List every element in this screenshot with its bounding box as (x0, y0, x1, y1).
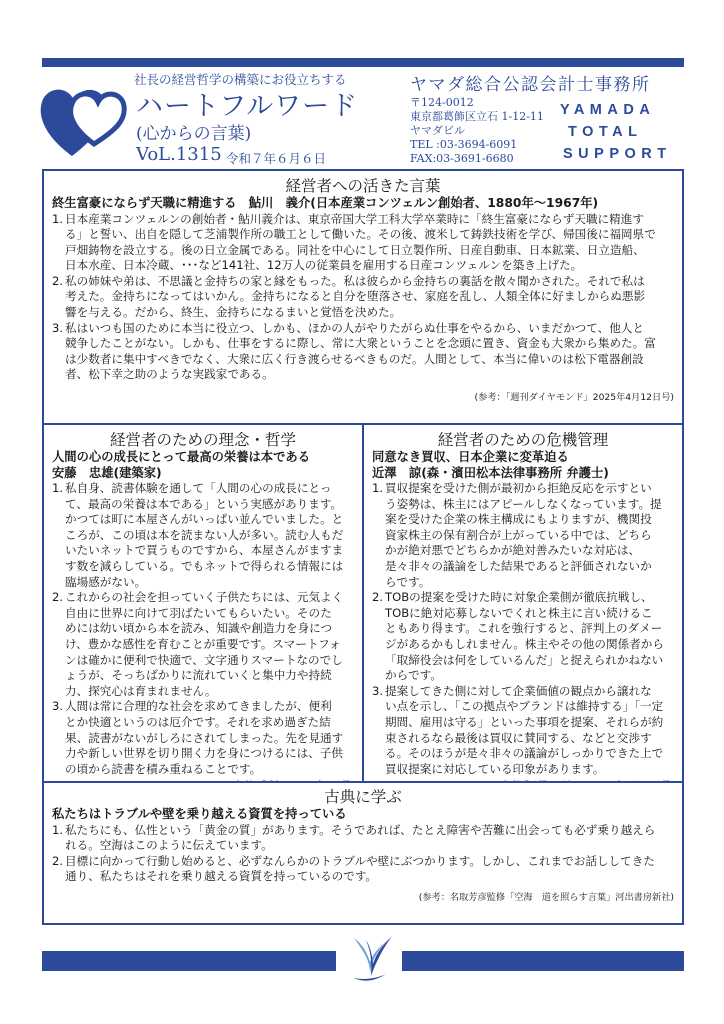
section-crisis-management (362, 423, 684, 783)
text-line: ンは確かに便利で快適で、文字通りスマートなのでし (65, 652, 343, 667)
text-line: かつては町に本屋さんがいっぱい並んでいました。と (65, 512, 344, 527)
item-number: 1. (372, 481, 384, 495)
list-item (52, 274, 674, 321)
text-line: る」と誓い、出自を隠して芝浦製作所の職工として働いた。その後、渡米して鋳鉄技術を学び、帰国後に福岡県で (65, 227, 656, 242)
list-item (372, 590, 674, 684)
text-line: いたいネットで買うものですから、本屋さんがますま (65, 543, 344, 558)
street-address: 東京都葛飾区立石 1-12-11 (410, 110, 544, 123)
reference-note: (参考：名取芳彦監修「空海 道を照らす言葉」河出書房新社) (418, 891, 674, 903)
volume-number: VoL.1315 (136, 144, 222, 165)
text-line: 日本産業コンツェルンの創始者・鮎川義介は、東京帝国大学工科大学卒業時に「終生富豪にならず天職に精進す (65, 211, 644, 226)
reference-note: (参考：「週刊ダイヤモンド」2025年4月12日号) (474, 392, 674, 404)
text-line: 競争したことがない。しかも、仕事をするに際し、常に大衆ということを念頭に置き、資金も大衆から集めた。富 (65, 336, 656, 351)
item-number: 2. (372, 590, 384, 605)
text-line: ょうが、そっちばかりに流れていくと集中力や持続 (65, 668, 332, 683)
bottom-accent-bar-right (402, 951, 684, 971)
text-line: 人間は常に合理的な社会を求めてきましたが、便利 (65, 699, 332, 714)
text-line: 是々非々の議論をした結果であると評価されないか (385, 558, 652, 573)
newsletter-title: ハートフルワード (136, 91, 359, 122)
text-line: い点を示し、「この拠点やブランドは維持する」「一定 (385, 699, 664, 714)
text-line: る。そのほうが是々非々の議論がしっかりできた上で (385, 746, 664, 761)
text-line: 通り、私たちはそれを乗り越える資質を持っているのです。 (65, 869, 378, 884)
text-line: う姿勢は、株主にはアピールしなくなっています。提 (385, 496, 662, 511)
item-number: 2. (52, 590, 64, 605)
list-item (52, 699, 354, 777)
text-line: TOBに絶対応募しないでくれと株主に言い続けるこ (385, 605, 653, 620)
text-line: 力、探究心は育まれません。 (65, 683, 217, 698)
text-line: れる。空海はこのように伝えています。 (65, 838, 273, 853)
list-item (372, 481, 674, 590)
list-item (52, 321, 674, 383)
list-item (52, 481, 354, 590)
text-line: めには幼い頃から本を読み、知識や創造力を身につ (65, 621, 333, 636)
item-number: 1. (52, 481, 64, 495)
text-line: す数を減らしている。でもネットで得られる情報には (65, 558, 344, 573)
text-line: 自由に世界に向けて羽ばたいてもらいたい。そのた (65, 605, 332, 620)
text-line: 者、松下幸之助のような実践家である。 (65, 367, 274, 382)
text-line: 私たちにも、仏性という「黄金の質」があります。そうであれば、たとえ障害や苦難に出会っても必ず乗り越えら (65, 822, 656, 837)
fax-number: FAX:03-3691-6680 (410, 152, 514, 165)
text-line: 私はいつも国のために本当に役立つ、しかも、ほかの人がやりたがらぬ仕事をやるから、いまだかつて、他人と (65, 320, 644, 335)
text-line: 「取締役会は何をしているんだ」と捉えられかねない (385, 652, 664, 667)
section-subheading: 人間の心の成長にとって最高の栄養は本である (52, 450, 310, 464)
section-heading: 経営者のための理念・哲学 (109, 431, 296, 449)
text-line: 買収提案を受けた側が最初から拒絶反応を示すとい (385, 481, 652, 495)
phone-number: TEL :03-3694-6091 (410, 138, 518, 151)
bottom-accent-bar-left (42, 951, 336, 971)
section-subheading: 同意なき買収、日本企業に変革迫る (372, 450, 569, 464)
text-line: これからの社会を担っていく子供たちには、元気よく (65, 590, 344, 605)
text-line: 買収提案に対応している印象があります。 (385, 761, 605, 776)
section-subheading: 私たちはトラブルや壁を乗り越える資質を持っている (52, 807, 347, 821)
list-item (52, 823, 674, 854)
newsletter-subtitle: (心からの言葉) (136, 124, 252, 144)
text-line: 案を受けた企業の株主構成にもよりますが、機関投 (385, 512, 652, 527)
text-line: 束されるなら最後は買収に賛同する、などと交渉す (385, 730, 652, 745)
list-item (52, 590, 354, 699)
item-list (52, 823, 674, 885)
text-line: 目標に向かって行動し始めると、必ずなんらかのトラブルや壁にぶつかります。しかし、これまでお話ししてきた (65, 853, 655, 868)
item-number: 2. (52, 273, 64, 288)
item-list (52, 212, 674, 384)
text-line: 戸畑鋳物を設立する。後の日立金属である。同社を中心にして日立製作所、日産自動車、日本鉱業、日立造船、 (65, 242, 645, 257)
text-line: 果、読書がないがしろにされてしまった。先を見通す (65, 730, 344, 745)
text-line: 期間、雇用は守る」といった事項を提案、それらが約 (385, 714, 664, 729)
text-line: て、最高の栄養は本である」という実感があります。 (65, 496, 343, 511)
section-heading: 古典に学ぶ (324, 788, 402, 806)
text-line: 響を与える。だから、終生、金持ちになるまいと覚悟を決めた。 (65, 305, 402, 320)
firm-name: ヤマダ総合公認会計士事務所 (410, 75, 651, 95)
text-line: ともあり得ます。これを強行すると、評判上のダメー (385, 621, 663, 636)
text-line: 力や新しい世界を切り開く力を身につけるには、子供 (65, 746, 344, 761)
text-line: 考えた。金持ちになってはいかん。金持ちになると自分を堕落させ、家庭を乱し、人類全体に好ましからぬ悪影 (65, 289, 646, 304)
brand-swoosh-icon (340, 930, 400, 986)
brand-word-support: SUPPORT (563, 146, 672, 162)
issue-date: 令和７年６月６日 (226, 151, 327, 166)
text-line: からです。 (385, 668, 442, 683)
text-line: 私の姉妹や弟は、不思議と金持ちの家と縁をもった。私は彼らから金持ちの裏話を散々聞かされた。それで私は (65, 273, 645, 288)
brand-word-total: TOTAL (568, 124, 643, 140)
text-line: TOBの提案を受けた時に対象企業側が徹底抗戦し、 (385, 590, 653, 605)
section-author: 安藤 忠雄(建築家) (52, 465, 162, 480)
text-line: とか快適というのは厄介です。それを求め過ぎた結 (65, 714, 331, 729)
item-number: 3. (52, 699, 64, 714)
item-list (52, 481, 354, 777)
text-line: 提案してきた側に対して企業価値の観点から譲れな (385, 683, 652, 698)
text-line: の頃から読書を積み重ねることです。 (65, 761, 262, 776)
text-line: ジがあるかもしれません。株主やその他の関係者から (385, 636, 664, 651)
section-author: 近澤 諒(森・濱田松本法律事務所 弁護士) (372, 465, 609, 480)
item-number: 2. (52, 853, 64, 868)
text-line: 日本水産、日本冷蔵、･･･など141社、12万人の従業員を雇用する日産コンツェルンを築き上げた。 (65, 258, 583, 273)
section-heading: 経営者への活きた言葉 (285, 177, 441, 195)
text-line: 私自身、読書体験を通して「人間の心の成長にとっ (65, 481, 332, 495)
section-heading: 経営者のための危機管理 (437, 431, 609, 449)
text-line: らです。 (385, 574, 431, 589)
text-line: かが絶対悪でどちらかが絶対善みたいな対応は、 (385, 543, 641, 558)
item-number: 1. (52, 822, 64, 837)
list-item (52, 854, 674, 885)
item-list (372, 481, 674, 777)
text-line: は少数者に集中すべきでなく、大衆に広く行き渡らせるべきものだ。人間として、本当に偉いのは松下電器創設 (65, 351, 644, 366)
item-number: 3. (372, 683, 384, 698)
item-number: 3. (52, 320, 64, 335)
section-living-words (42, 169, 684, 425)
tagline: 社長の経営哲学の構築にお役立ちする (134, 72, 347, 87)
item-number: 1. (52, 211, 64, 226)
list-item (52, 212, 674, 274)
section-subheading: 終生富豪にならず天職に精進する 鮎川 義介(日本産業コンツェルン創始者、1880年～1967年) (52, 196, 599, 210)
hearts-logo-icon (36, 74, 136, 164)
postal-code: 〒124-0012 (410, 96, 474, 109)
top-accent-bar (42, 58, 684, 67)
section-classics (42, 781, 684, 925)
list-item (372, 684, 674, 778)
text-line: ころが、この頃は本を読まない人が多い。読む人もだ (65, 527, 344, 542)
text-line: 資家株主の保有割合が上がっている中では、どちら (385, 527, 652, 542)
section-philosophy (42, 423, 364, 783)
brand-word-yamada: YAMADA (560, 102, 656, 118)
building-name: ヤマダビル (410, 124, 465, 137)
text-line: け、豊かな感性を育むことが重要です。スマートフォ (65, 636, 341, 651)
text-line: 臨場感がない。 (65, 574, 147, 589)
